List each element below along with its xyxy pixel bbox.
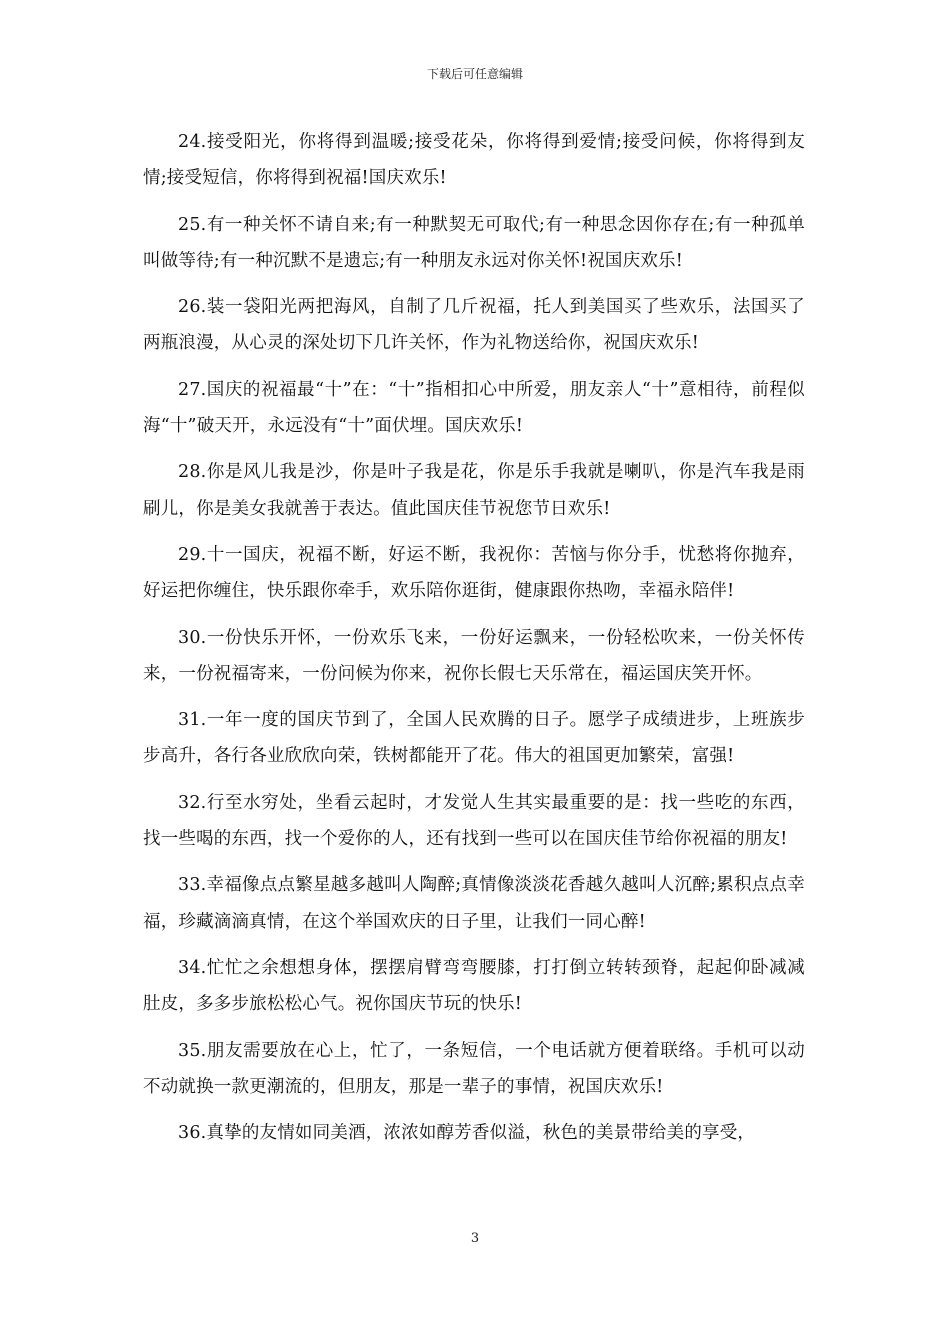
paragraph-24: 24.接受阳光，你将得到温暖;接受花朵，你将得到爱情;接受问候，你将得到友情;接受短信，你将得到祝福!国庆欢乐!: [143, 132, 805, 189]
paragraph-28: 28.你是风儿我是沙，你是叶子我是花，你是乐手我就是喇叭，你是汽车我是雨刷儿，你是美女我就善于表达。值此国庆佳节祝您节日欢乐!: [143, 462, 805, 519]
paragraph-34: 34.忙忙之余想想身体，摆摆肩臂弯弯腰膝，打打倒立转转颈脊，起起仰卧减减肚皮，多多步旅松松心气。祝你国庆节玩的快乐!: [143, 957, 805, 1015]
paragraph-27: 27.国庆的祝福最“十”在：“十”指相扣心中所爱，朋友亲人“十”意相待，前程似海“十”破天开，永远没有“十”面伏埋。国庆欢乐!: [143, 379, 805, 437]
paragraph-32: 32.行至水穷处，坐看云起时，才发觉人生其实最重要的是：找一些吃的东西，找一些喝的东西，找一个爱你的人，还有找到一些可以在国庆佳节给你祝福的朋友!: [143, 792, 805, 850]
page-number: 3: [470, 1231, 480, 1246]
paragraph-33: 33.幸福像点点繁星越多越叫人陶醉;真情像淡淡花香越久越叫人沉醉;累积点点幸福，珍藏滴滴真情，在这个举国欢庆的日子里，让我们一同心醉!: [143, 875, 805, 932]
paragraph-35: 35.朋友需要放在心上，忙了，一条短信，一个电话就方便着联络。手机可以动不动就换一款更潮流的，但朋友，那是一辈子的事情，祝国庆欢乐!: [143, 1040, 805, 1097]
paragraph-29: 29.十一国庆，祝福不断，好运不断，我祝你：苦恼与你分手，忧愁将你抛弃，好运把你缠住，快乐跟你牵手，欢乐陪你逛街，健康跟你热吻，幸福永陪伴!: [143, 544, 805, 602]
paragraph-31: 31.一年一度的国庆节到了，全国人民欢腾的日子。愿学子成绩进步，上班族步步高升，各行各业欣欣向荣，铁树都能开了花。伟大的祖国更加繁荣，富强!: [143, 710, 805, 767]
page-header: 下载后可任意编辑: [426, 67, 523, 81]
paragraph-36: 36.真挚的友情如同美酒，浓浓如醇芳香似溢，秋色的美景带给美的享受，: [178, 1123, 756, 1144]
paragraph-30: 30.一份快乐开怀，一份欢乐飞来，一份好运飘来，一份轻松吹来，一份关怀传来，一份祝福寄来，一份问候为你来，祝你长假七天乐常在，福运国庆笑开怀。: [143, 627, 805, 684]
paragraph-25: 25.有一种关怀不请自来;有一种默契无可取代;有一种思念因你存在;有一种孤单叫做等待;有一种沉默不是遗忘;有一种朋友永远对你关怀!祝国庆欢乐!: [143, 214, 805, 271]
document-body: [143, 124, 805, 1161]
paragraph-26: 26.装一袋阳光两把海风，自制了几斤祝福，托人到美国买了些欢乐，法国买了两瓶浪漫，从心灵的深处切下几许关怀，作为礼物送给你，祝国庆欢乐!: [143, 297, 805, 354]
